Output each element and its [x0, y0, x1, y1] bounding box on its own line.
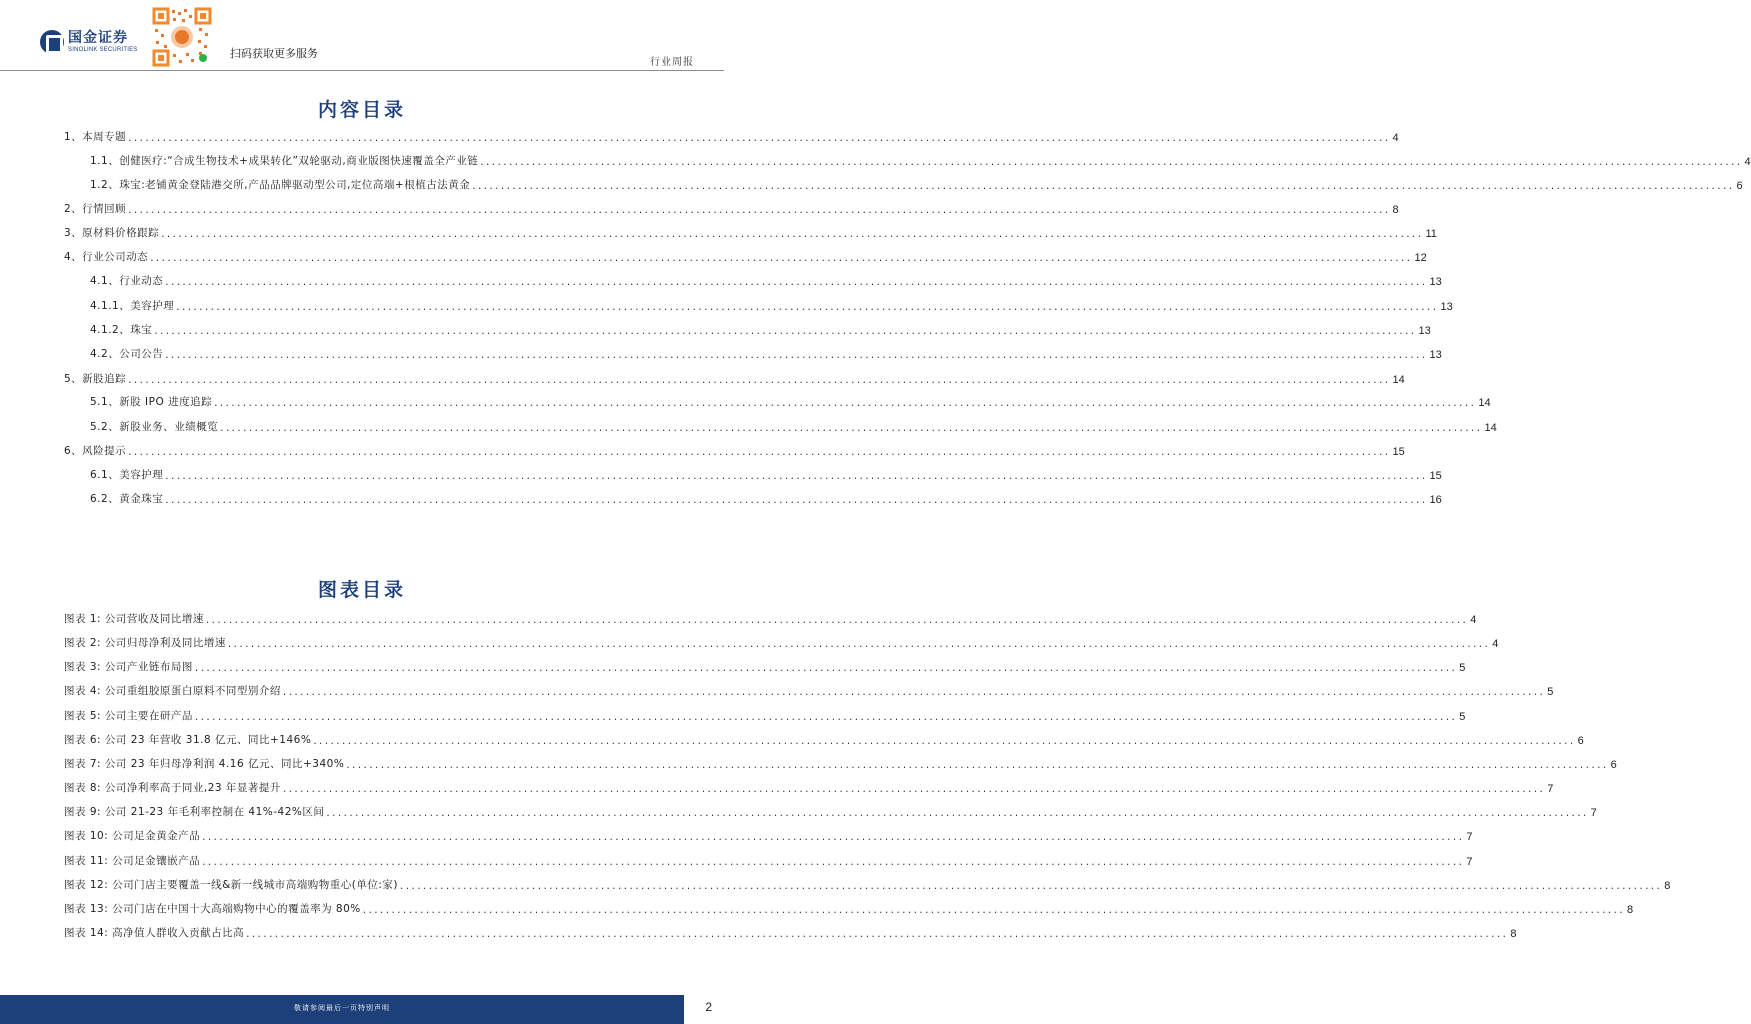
toc-entry[interactable]: [90, 345, 1442, 361]
toc-entry[interactable]: [64, 370, 1405, 386]
toc-entry[interactable]: [64, 200, 1399, 216]
leader-dots: ............................................................................................................................................................................................................................: [176, 301, 1439, 313]
figures-entry-label: 图表 11: 公司足金镶嵌产品: [64, 855, 201, 867]
leader-dots: ............................................................................................................................................................................................................................: [480, 156, 1743, 168]
figures-entry[interactable]: [64, 924, 1517, 940]
logo-mark-icon: [40, 30, 64, 54]
figures-entry-page: 5: [1459, 711, 1466, 723]
page-number: 2: [705, 1000, 712, 1014]
toc-entry[interactable]: [90, 321, 1431, 337]
toc-entry-page: 4: [1392, 132, 1399, 144]
figures-entry-page: 7: [1466, 831, 1473, 843]
leader-dots: ............................................................................................................................................................................................................................: [165, 470, 1428, 482]
leader-dots: ............................................................................................................................................................................................................................: [154, 325, 1417, 337]
toc-entry-page: 13: [1429, 276, 1442, 288]
leader-dots: ............................................................................................................................................................................................................................: [165, 276, 1428, 288]
figures-entry[interactable]: [64, 658, 1466, 674]
toc-entry-page: 6: [1736, 180, 1743, 192]
figures-entry-label: 图表 7: 公司 23 年归母净利润 4.16 亿元、同比+340%: [64, 758, 345, 770]
toc-entry[interactable]: [90, 272, 1442, 288]
toc-entry-page: 4: [1744, 156, 1751, 168]
leader-dots: ............................................................................................................................................................................................................................: [282, 686, 1546, 698]
toc-entry[interactable]: [64, 224, 1437, 240]
toc-entry[interactable]: [90, 176, 1743, 192]
figures-entry[interactable]: [64, 876, 1671, 892]
figures-entry-label: 图表 14: 高净值人群收入贡献占比高: [64, 927, 245, 939]
toc-entry-label: 4、行业公司动态: [64, 251, 149, 263]
toc-entry-label: 5、新股追踪: [64, 373, 127, 385]
toc-entry[interactable]: [90, 418, 1497, 434]
qr-code-icon[interactable]: [152, 7, 212, 67]
toc-entry-page: 13: [1440, 301, 1453, 313]
footer-disclaimer: 敬请参阅最后一页特别声明: [294, 1004, 390, 1012]
leader-dots: ............................................................................................................................................................................................................................: [165, 349, 1428, 361]
figures-entry-label: 图表 13: 公司门店在中国十大高端购物中心的覆盖率为 80%: [64, 903, 361, 915]
toc-entry-label: 4.1.1、美容护理: [90, 300, 175, 312]
toc-entry-label: 1.1、创健医疗:“合成生物技术+成果转化”双轮驱动,商业版图快速覆盖全产业链: [90, 155, 479, 167]
toc-entry-page: 14: [1484, 422, 1497, 434]
toc-entry[interactable]: [90, 152, 1751, 168]
figures-entry-page: 5: [1547, 686, 1554, 698]
leader-dots: ............................................................................................................................................................................................................................: [246, 928, 1509, 940]
toc-entry-label: 1、本周专题: [64, 131, 127, 143]
logo-chinese-name: 国金证券: [68, 29, 128, 46]
toc-entry-page: 14: [1478, 397, 1491, 409]
toc-entry-page: 14: [1392, 374, 1405, 386]
report-type-label: 行业周报: [650, 57, 694, 68]
toc-entry-label: 4.2、公司公告: [90, 348, 164, 360]
toc-entry-label: 5.2、新股业务、业绩概览: [90, 421, 219, 433]
figures-entry-page: 8: [1510, 928, 1517, 940]
figures-entry-page: 6: [1610, 759, 1617, 771]
toc-entry[interactable]: [64, 248, 1427, 264]
toc-entry-page: 13: [1429, 349, 1442, 361]
leader-dots: ............................................................................................................................................................................................................................: [227, 638, 1491, 650]
figures-entry[interactable]: [64, 827, 1473, 843]
figures-entry-label: 图表 2: 公司归母净利及同比增速: [64, 637, 226, 649]
toc-entry-label: 5.1、新股 IPO 进度追踪: [90, 396, 213, 408]
figures-entry-label: 图表 8: 公司净利率高于同业,23 年显著提升: [64, 782, 281, 794]
logo-english-name: SINOLINK SECURITIES: [68, 46, 138, 53]
toc-entry[interactable]: [64, 128, 1399, 144]
leader-dots: ............................................................................................................................................................................................................................: [194, 662, 1458, 674]
leader-dots: ............................................................................................................................................................................................................................: [150, 252, 1413, 264]
page-header: [0, 0, 724, 70]
figures-entry-label: 图表 6: 公司 23 年营收 31.8 亿元、同比+146%: [64, 734, 312, 746]
figures-entry[interactable]: [64, 634, 1499, 650]
figures-entry-page: 7: [1590, 807, 1597, 819]
leader-dots: ............................................................................................................................................................................................................................: [362, 904, 1626, 916]
toc-entry-page: 8: [1392, 204, 1399, 216]
figures-entry-label: 图表 10: 公司足金黄金产品: [64, 830, 201, 842]
figures-entry-label: 图表 12: 公司门店主要覆盖一线&新一线城市高端购物重心(单位:家): [64, 879, 398, 891]
figures-entry-page: 8: [1664, 880, 1671, 892]
leader-dots: ............................................................................................................................................................................................................................: [194, 711, 1458, 723]
scan-prompt-text: 扫码获取更多服务: [230, 47, 318, 60]
leader-dots: ............................................................................................................................................................................................................................: [128, 446, 1391, 458]
toc-entry-label: 4.1、行业动态: [90, 275, 164, 287]
figures-entry[interactable]: [64, 900, 1634, 916]
toc-entry-page: 13: [1418, 325, 1431, 337]
toc-entry-page: 15: [1392, 446, 1405, 458]
toc-entry-label: 3、原材料价格跟踪: [64, 227, 160, 239]
leader-dots: ............................................................................................................................................................................................................................: [220, 422, 1483, 434]
leader-dots: ............................................................................................................................................................................................................................: [205, 614, 1469, 626]
figures-entry[interactable]: [64, 610, 1477, 626]
leader-dots: ............................................................................................................................................................................................................................: [326, 807, 1589, 819]
leader-dots: ............................................................................................................................................................................................................................: [400, 880, 1663, 892]
toc-entry[interactable]: [90, 466, 1442, 482]
toc-entry-label: 6、风险提示: [64, 445, 127, 457]
figures-entry-page: 7: [1466, 856, 1473, 868]
toc-entry[interactable]: [90, 297, 1453, 313]
toc-entry-label: 6.1、美容护理: [90, 469, 164, 481]
figures-title: 图表目录: [317, 579, 406, 601]
toc-entry[interactable]: [90, 490, 1442, 506]
figures-entry[interactable]: [64, 779, 1554, 795]
toc-entry[interactable]: [64, 442, 1405, 458]
figures-entry-label: 图表 9: 公司 21-23 年毛利率控制在 41%-42%区间: [64, 806, 325, 818]
figures-entry-label: 图表 4: 公司重组胶原蛋白原料不同型别介绍: [64, 685, 281, 697]
figures-entry[interactable]: [64, 707, 1466, 723]
figures-entry[interactable]: [64, 731, 1584, 747]
figures-entry-page: 5: [1459, 662, 1466, 674]
figures-entry-page: 7: [1547, 783, 1554, 795]
leader-dots: ............................................................................................................................................................................................................................: [128, 204, 1391, 216]
leader-dots: ............................................................................................................................................................................................................................: [313, 735, 1576, 747]
toc-entry-label: 1.2、珠宝:老铺黄金登陆港交所,产品品牌驱动型公司,定位高端+根植古法黄金: [90, 179, 471, 191]
figures-entry[interactable]: [64, 803, 1597, 819]
leader-dots: ............................................................................................................................................................................................................................: [202, 856, 1465, 868]
leader-dots: ............................................................................................................................................................................................................................: [346, 759, 1609, 771]
toc-entry[interactable]: [90, 393, 1491, 409]
leader-dots: ............................................................................................................................................................................................................................: [472, 180, 1735, 192]
header-divider: [0, 70, 724, 71]
leader-dots: ............................................................................................................................................................................................................................: [202, 831, 1465, 843]
figures-entry-page: 4: [1492, 638, 1499, 650]
figures-entry-label: 图表 5: 公司主要在研产品: [64, 710, 193, 722]
leader-dots: ............................................................................................................................................................................................................................: [128, 132, 1391, 144]
figures-entry-label: 图表 3: 公司产业链布局图: [64, 661, 193, 673]
toc-entry-label: 6.2、黄金珠宝: [90, 493, 164, 505]
figures-entry-label: 图表 1: 公司营收及同比增速: [64, 613, 204, 625]
figures-entry-page: 4: [1470, 614, 1477, 626]
toc-entry-page: 12: [1414, 252, 1427, 264]
toc-entry-page: 11: [1425, 228, 1437, 240]
leader-dots: ............................................................................................................................................................................................................................: [165, 494, 1428, 506]
toc-title: 内容目录: [317, 99, 406, 121]
figures-entry[interactable]: [64, 682, 1554, 698]
figures-entry-page: 8: [1627, 904, 1634, 916]
leader-dots: ............................................................................................................................................................................................................................: [214, 397, 1477, 409]
figures-entry-page: 6: [1577, 735, 1584, 747]
leader-dots: ............................................................................................................................................................................................................................: [282, 783, 1546, 795]
leader-dots: ............................................................................................................................................................................................................................: [161, 228, 1424, 240]
toc-entry-page: 15: [1429, 470, 1442, 482]
company-logo: [40, 30, 137, 54]
toc-entry-label: 4.1.2、珠宝: [90, 324, 153, 336]
figures-entry[interactable]: [64, 755, 1617, 771]
toc-entry-page: 16: [1429, 494, 1442, 506]
figures-entry[interactable]: [64, 852, 1473, 868]
toc-entry-label: 2、行情回顾: [64, 203, 127, 215]
leader-dots: ............................................................................................................................................................................................................................: [128, 374, 1391, 386]
